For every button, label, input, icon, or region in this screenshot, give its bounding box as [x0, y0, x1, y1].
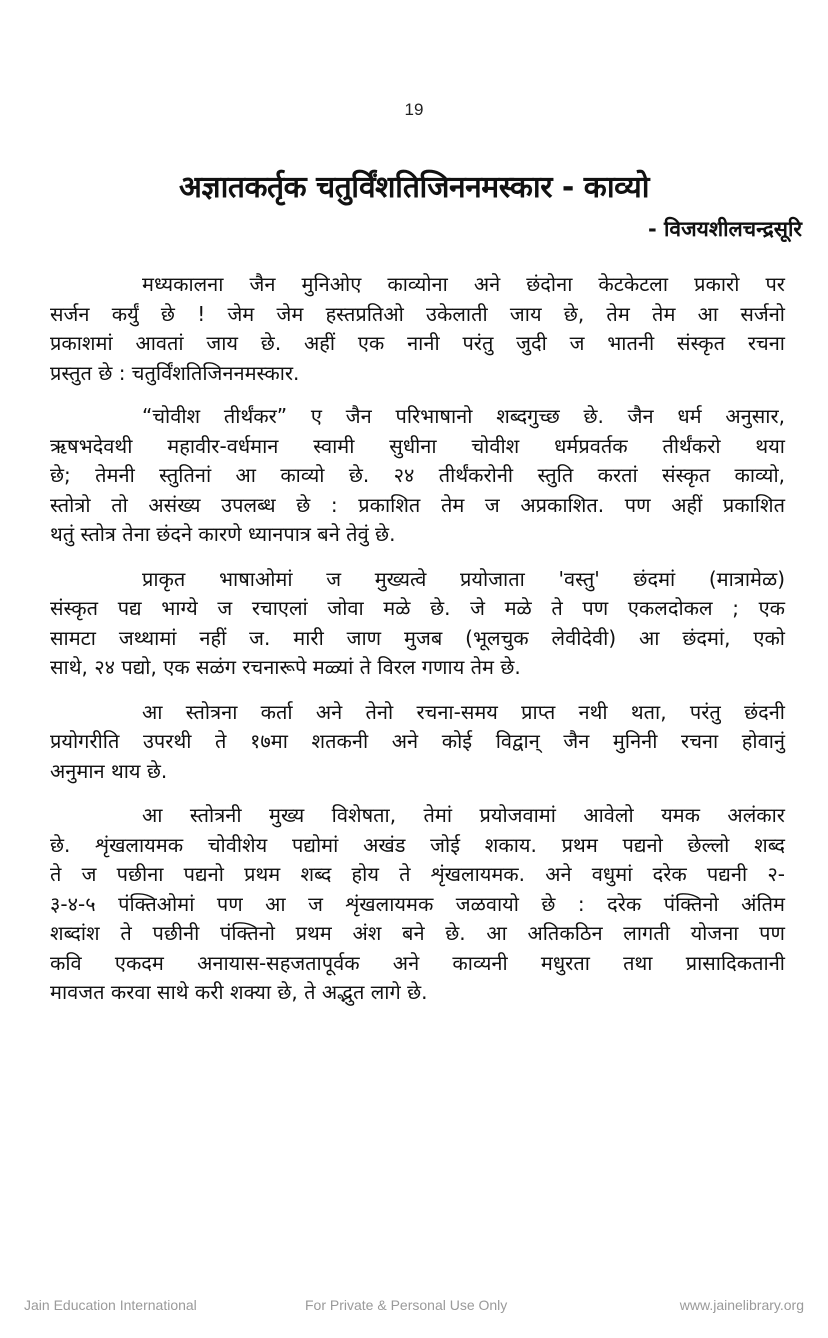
- text-line: अनुमान थाय छे.: [50, 758, 168, 783]
- page-number: 19: [404, 100, 424, 119]
- article-body: [50, 270, 785, 1023]
- text-line: मध्यकालना जैन मुनिओए काव्योना अने छंदोना केटकेटला प्रकारो पर: [142, 272, 785, 296]
- text-line: शब्दांश ते पछीनी पंक्तिनो प्रथम अंश बने छे. आ अतिकठिन लागती योजना पण: [50, 921, 785, 945]
- text-line: कवि एकदम अनायास-सहजतापूर्वक अने काव्यनी मधुरता तथा प्रासादिकतानी: [50, 950, 785, 975]
- text-line: संस्कृत पद्य भाग्ये ज रचाएलां जोवा मळे छे. जे मळे ते पण एकलदोकल ; एक: [50, 596, 785, 620]
- text-line: मावजत करवा साथे करी शक्या छे, ते अद्भुत लागे छे.: [50, 980, 428, 1004]
- text-line: सर्जन कर्युं छे ! जेम जेम हस्तप्रतिओ उकेलाती जाय छे, तेम तेम आ सर्जनो: [50, 301, 785, 326]
- text-line: सामटा जथ्थामां नहीं ज. मारी जाण मुजब (भूलचुक लेवीदेवी) आ छंदमां, एको: [50, 625, 785, 650]
- text-line: प्रस्तुत छे : चतुर्विंशतिजिननमस्कार.: [50, 360, 300, 385]
- text-line: ते ज पछीना पद्यनो प्रथम शब्द होय ते शृंखलायमक. अने वधुमां दरेक पद्यनी २-: [50, 862, 785, 886]
- paragraph-5: [50, 801, 785, 1008]
- text-line: प्रयोगरीति उपरथी ते १७मा शतकनी अने कोई विद्वान् जैन मुनिनी रचना होवानुं: [50, 729, 785, 753]
- text-line: ऋषभदेवथी महावीर-वर्धमान स्वामी सुधीना चोवीश धर्मप्रवर्तक तीर्थंकरो थया: [50, 433, 785, 458]
- paragraph-3: [50, 565, 785, 683]
- paragraph-1: [50, 270, 785, 388]
- footer-website-link[interactable]: www.jainelibrary.org: [679, 1297, 804, 1313]
- text-line: ३-४-५ पंक्तिओमां पण आ ज शृंखलायमक जळवायो छे : दरेक पंक्तिनो अंतिम: [50, 891, 785, 916]
- text-line: “चोवीश तीर्थंकर” ए जैन परिभाषानो शब्दगुच्छ छे. जैन धर्म अनुसार,: [142, 404, 785, 428]
- text-line: छे. शृंखलायमक चोवीशेय पद्योमां अखंड जोई शकाय. प्रथम पद्यनो छेल्लो शब्द: [50, 832, 785, 857]
- text-line: स्तोत्रो तो असंख्य उपलब्ध छे : प्रकाशित तेम ज अप्रकाशित. पण अहीं प्रकाशित: [50, 492, 785, 517]
- paragraph-4: [50, 698, 785, 787]
- text-line: आ स्तोत्रना कर्ता अने तेनो रचना-समय प्राप्त नथी थता, परंतु छंदनी: [142, 699, 785, 724]
- author-byline: - विजयशीलचन्द्रसूरि: [647, 217, 802, 241]
- text-line: प्राकृत भाषाओमां ज मुख्यत्वे प्रयोजाता 'वस्तु' छंदमां (मात्रामेळ): [142, 566, 785, 591]
- footer-usage-notice: For Private & Personal Use Only: [305, 1297, 508, 1313]
- text-line: थतुं स्तोत्र तेना छंदने कारणे ध्यानपात्र बने तेवुं छे.: [50, 522, 396, 546]
- text-line: साथे, २४ पद्यो, एक सळंग रचनारूपे मळ्यां ते विरल गणाय तेम छे.: [50, 655, 521, 679]
- footer-publisher: Jain Education International: [24, 1297, 197, 1313]
- text-line: आ स्तोत्रनी मुख्य विशेषता, तेमां प्रयोजवामां आवेलो यमक अलंकार: [142, 803, 785, 827]
- text-line: छे; तेमनी स्तुतिनां आ काव्यो छे. २४ तीर्थंकरोनी स्तुति करतां संस्कृत काव्यो,: [50, 463, 785, 487]
- paragraph-2: [50, 402, 785, 550]
- page-title: अज्ञातकर्तृक चतुर्विंशतिजिननमस्कार - काव्यो: [178, 170, 650, 205]
- text-line: प्रकाशमां आवतां जाय छे. अहीं एक नानी परंतु जुदी ज भातनी संस्कृत रचना: [50, 331, 785, 355]
